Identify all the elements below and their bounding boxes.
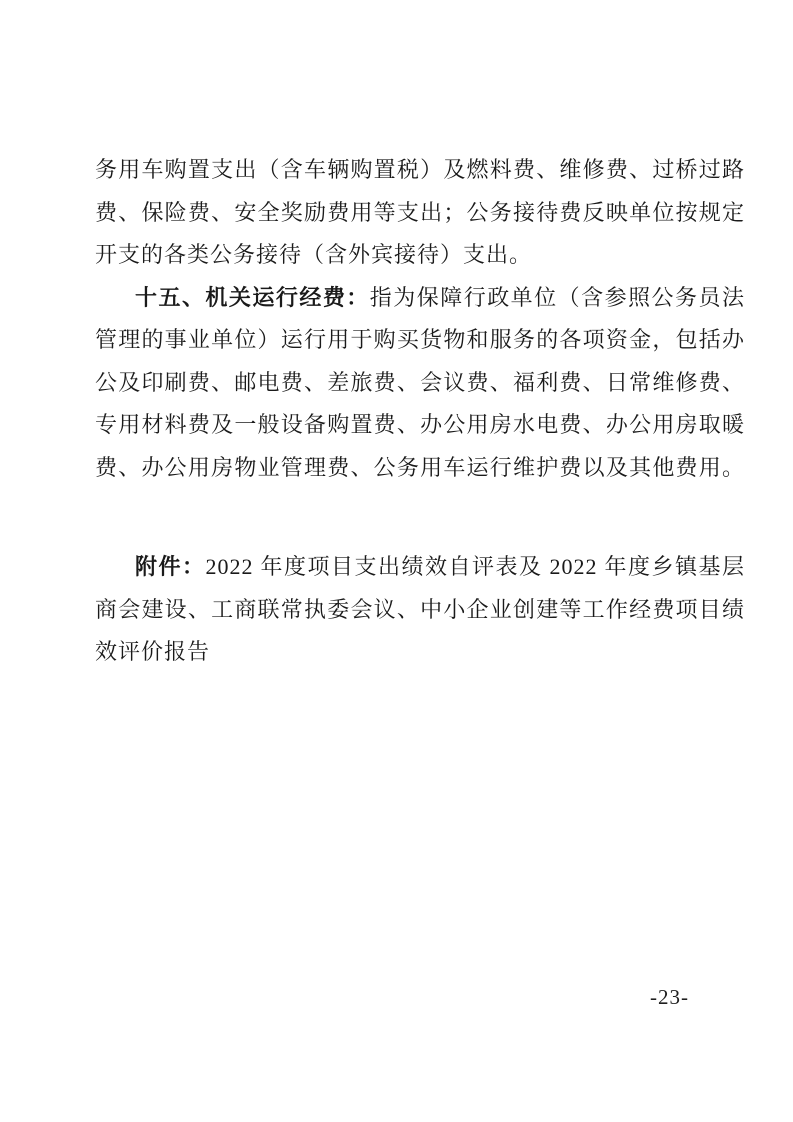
body-line: 专用材料费及一般设备购置费、办公用房水电费、办公用房取暖 <box>95 412 745 437</box>
page-number: -23- <box>650 985 689 1009</box>
body-line: 公及印刷费、邮电费、差旅费、会议费、福利费、日常维修费、 <box>95 369 745 395</box>
body-line: 费、办公用房物业管理费、公务用车运行维护费以及其他费用。 <box>95 454 745 480</box>
body-line: 管理的事业单位）运行用于购买货物和服务的各项资金，包括办 <box>95 327 745 352</box>
body-line: 费、保险费、安全奖励费用等支出；公务接待费反映单位按规定 <box>95 199 745 225</box>
attachment-text: 2022 年度项目支出绩效自评表及 2022 年度乡镇基层 <box>205 554 745 579</box>
section-15-heading: 十五、机关运行经费： <box>135 284 370 310</box>
document-body <box>95 149 745 674</box>
attachment-first-line <box>95 546 745 589</box>
attachment-label: 附件： <box>135 554 206 579</box>
body-line: 开支的各类公务接待（含外宾接待）支出。 <box>95 242 533 267</box>
section-15-first-line <box>95 277 745 320</box>
body-line: 务用车购置支出（含车辆购置税）及燃料费、维修费、过桥过路 <box>95 157 745 182</box>
body-line: 效评价报告 <box>95 639 211 664</box>
section-15-text: 指为保障行政单位（含参照公务员法 <box>369 284 745 310</box>
body-line: 商会建设、工商联常执委会议、中小企业创建等工作经费项目绩 <box>95 596 745 622</box>
